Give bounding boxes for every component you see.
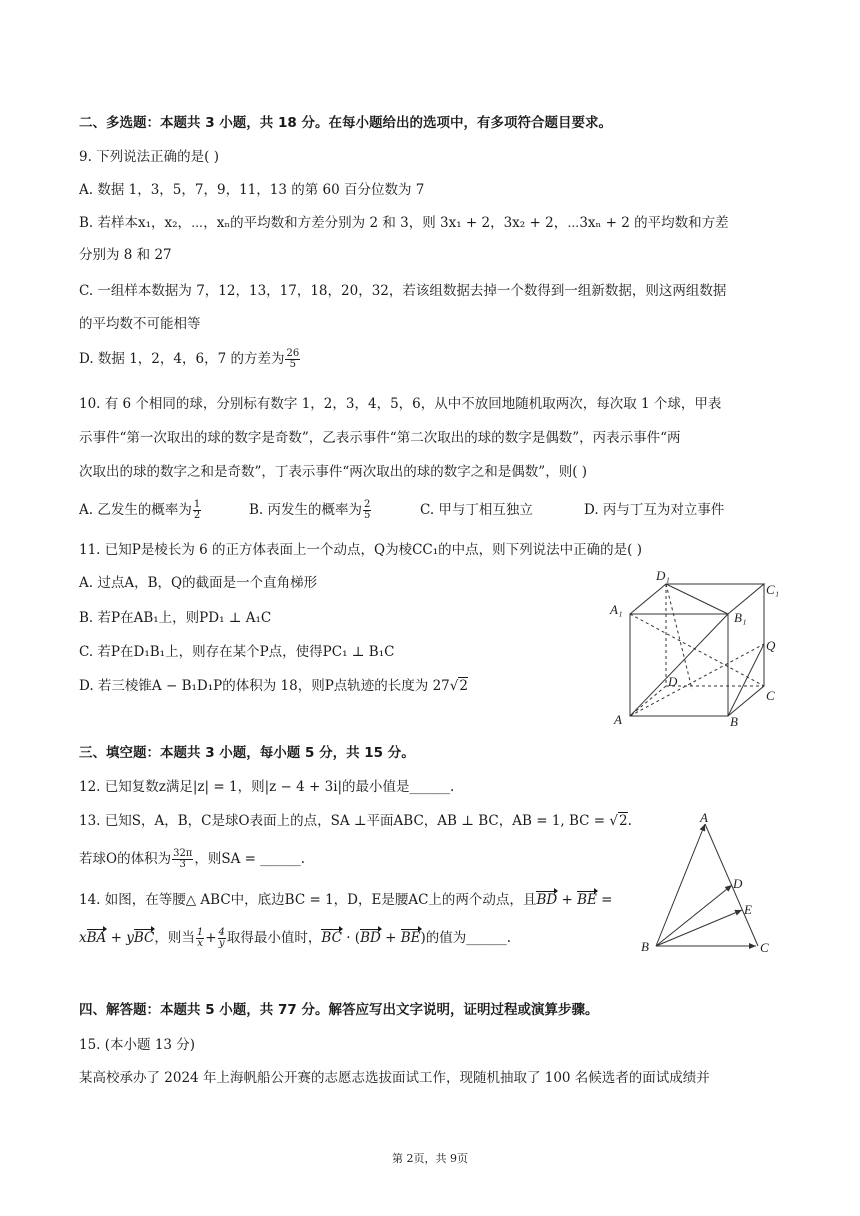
fraction-numerator: 2 bbox=[364, 499, 371, 510]
q10-option-c: C. 甲与丁相互独立 bbox=[420, 502, 533, 518]
vector-be-arrow bbox=[656, 910, 742, 946]
q15-text: 某高校承办了 2024 年上海帆船公开赛的志愿志选拔面试工作，现随机抽取了 100 名候选者的面试成绩并 bbox=[79, 1070, 710, 1086]
cube-label-c: C bbox=[766, 688, 775, 703]
q14-line2: xBA + yBC，则当 $\frac{1}{x}$ + $\frac{4}{y}$ 取得最小值时，BC · (BD + BE)的值为______. bbox=[79, 927, 512, 949]
fraction-numerator: 4 bbox=[218, 927, 225, 938]
q14-dot: · ( bbox=[341, 930, 361, 946]
triangle-label-e: E bbox=[744, 902, 752, 917]
q13-line1: 13. 已知S，A，B，C是球O表面上的点，SA ⊥平面ABC，AB ⊥ BC，AB = 1, BC = √2. bbox=[79, 813, 632, 829]
q11-option-c: C. 若P在D₁B₁上，则存在某个P点，使得PC₁ ⊥ B₁C bbox=[79, 644, 395, 660]
q14-plus: + bbox=[557, 892, 578, 908]
cube-right-edges bbox=[728, 584, 764, 716]
q9-option-b: B. 若样本x₁，x₂，⋯，xₙ的平均数和方差分别为 2 和 3，则 3x₁ + 2，3x₂ + 2，⋯3xₙ + 2 的平均数和方差 bbox=[79, 215, 729, 231]
vector-bd-2: BD bbox=[360, 930, 381, 946]
q9-option-c: C. 一组样本数据为 7，12，13，17，18，20，32，若该组数据去掉一个数得到一组新数据，则这两组数据 bbox=[79, 283, 727, 299]
q9-option-b-cont: 分别为 8 和 27 bbox=[79, 247, 172, 263]
cube-label-c1: C₁ bbox=[766, 582, 780, 597]
q13-radicand: 2 bbox=[619, 813, 628, 829]
q14-plus-2: + bbox=[380, 930, 401, 946]
fraction-numerator: 26 bbox=[286, 348, 300, 359]
triangle-label-a: A bbox=[700, 810, 708, 825]
triangle-figure bbox=[636, 808, 776, 956]
q10-stem-line2: 示事件“第一次取出的球的数字是奇数”，乙表示事件“第二次取出的球的数字是偶数”，丙表示事件“两 bbox=[79, 430, 681, 446]
q14-line1 bbox=[79, 890, 612, 910]
q13-line2 bbox=[79, 849, 305, 870]
q14-equals: = bbox=[596, 892, 613, 908]
q13-line2-text: 若球O的体积为 bbox=[79, 851, 172, 867]
q11-stem: 11. 已知P是棱长为 6 的正方体表面上一个动点，Q为棱CC₁的中点，则下列说法中正确的是( ) bbox=[79, 542, 642, 558]
q12-text: 12. 已知复数z满足|z| = 1，则|z − 4 + 3i|的最小值是______. bbox=[79, 779, 455, 795]
q10-option-a-text: A. 乙发生的概率为 bbox=[79, 502, 192, 518]
section-heading-multiple-choice: 二、多选题：本题共 3 小题，共 18 分。在每小题给出的选项中，有多项符合题目要求。 bbox=[79, 115, 612, 131]
cube-label-b1: B₁ bbox=[734, 610, 747, 625]
vector-be: BE bbox=[577, 892, 597, 908]
fraction-numerator: 1 bbox=[193, 499, 201, 510]
q14-line1-text: 14. 如图，在等腰△ ABC中，底边BC = 1，D，E是腰AC上的两个动点，且 bbox=[79, 892, 537, 908]
q13-line1-end: . bbox=[627, 813, 632, 829]
cube-hidden-edges bbox=[630, 584, 764, 716]
q14-x: x bbox=[79, 930, 87, 946]
q14-fraction-1-over-x bbox=[196, 928, 204, 949]
q13-volume-fraction bbox=[172, 849, 193, 870]
page-footer: 第 2页，共 9页 bbox=[392, 1152, 468, 1165]
q15-stem: 15. (本小题 13 分) bbox=[79, 1037, 196, 1053]
q11-option-d-radicand: 2 bbox=[459, 678, 468, 694]
q11-option-d-text: D. 若三棱锥A − B₁D₁P的体积为 18，则P点轨迹的长度为 27 bbox=[79, 678, 450, 694]
q11-option-b: B. 若P在AB₁上，则PD₁ ⊥ A₁C bbox=[79, 610, 272, 626]
q10-option-a bbox=[79, 500, 202, 521]
triangle-side-ba bbox=[656, 824, 705, 946]
fraction-denominator: 5 bbox=[289, 359, 296, 370]
cube-label-a1: A₁ bbox=[610, 602, 623, 617]
vector-be-2: BE bbox=[400, 930, 421, 946]
q10-option-b bbox=[249, 500, 372, 521]
q10-option-b-text: B. 丙发生的概率为 bbox=[249, 502, 363, 518]
q10-stem-line3: 次取出的球的数字之和是奇数”，丁表示事件“两次取出的球的数字之和是偶数”，则( ) bbox=[79, 464, 588, 480]
q10-stem-line1: 10. 有 6 个相同的球，分别标有数字 1，2，3，4，5，6，从中不放回地随机取两次，每次取 1 个球，甲表 bbox=[79, 396, 722, 412]
fraction-denominator: 2 bbox=[193, 510, 201, 521]
q10-options bbox=[79, 500, 779, 524]
cube-label-q: Q bbox=[766, 638, 776, 653]
cube-label-d1: D₁ bbox=[656, 568, 670, 583]
q9-option-d bbox=[79, 349, 301, 370]
vector-bd-arrow bbox=[656, 885, 732, 946]
q11-option-a: A. 过点A，B，Q的截面是一个直角梯形 bbox=[79, 575, 318, 591]
q9-option-d-text: D. 数据 1，2，4，6，7 的方差为 bbox=[79, 351, 285, 367]
cube-label-d: D bbox=[668, 674, 678, 689]
fraction-denominator: x bbox=[197, 938, 203, 949]
q11-option-d: D. 若三棱锥A − B₁D₁P的体积为 18，则P点轨迹的长度为 27√2 bbox=[79, 678, 468, 694]
vector-bc: BC bbox=[133, 930, 155, 946]
fraction-denominator: 5 bbox=[364, 510, 371, 521]
cube-label-b: B bbox=[730, 714, 738, 726]
q9-option-a: A. 数据 1，3，5，7，9，11，13 的第 60 百分位数为 7 bbox=[79, 182, 425, 198]
q13-line2-end: ，则SA = ______. bbox=[194, 851, 306, 867]
q9-option-d-fraction bbox=[285, 349, 300, 370]
fraction-numerator: 1 bbox=[196, 927, 204, 938]
q9-stem: 9. 下列说法正确的是( ) bbox=[79, 149, 219, 165]
q14-plus-y: + y bbox=[106, 930, 134, 946]
fraction-denominator: 3 bbox=[179, 859, 186, 870]
vector-bc-2: BC bbox=[321, 930, 342, 946]
q9-option-c-cont: 的平均数不可能相等 bbox=[79, 316, 201, 332]
triangle-label-c: C bbox=[760, 940, 769, 955]
vector-bd: BD bbox=[536, 892, 558, 908]
triangle-label-b: B bbox=[641, 939, 649, 954]
fraction-numerator: 32π bbox=[173, 848, 193, 859]
cube-label-a: A bbox=[614, 712, 622, 726]
section-heading-fill-in: 三、填空题：本题共 3 小题，每小题 5 分，共 15 分。 bbox=[79, 745, 415, 761]
q14-end: )的值为______. bbox=[420, 930, 512, 946]
q13-line1-text: 13. 已知S，A，B，C是球O表面上的点，SA ⊥平面ABC，AB ⊥ BC，AB = 1, BC = bbox=[79, 813, 610, 829]
fraction-denominator: y bbox=[218, 938, 225, 949]
q14-min-text: 取得最小值时， bbox=[226, 930, 322, 946]
q10-option-d: D. 丙与丁互为对立事件 bbox=[584, 502, 725, 518]
cube-figure bbox=[606, 566, 786, 726]
q10-option-b-fraction bbox=[363, 500, 371, 521]
q10-option-a-fraction bbox=[193, 500, 201, 521]
triangle-label-d: D bbox=[733, 876, 743, 891]
vector-ba: BA bbox=[86, 930, 107, 946]
q14-then: ，则当 bbox=[154, 930, 195, 946]
q14-fraction-4-over-y bbox=[218, 928, 226, 949]
section-heading-solutions: 四、解答题：本题共 5 小题，共 77 分。解答应写出文字说明，证明过程或演算步骤。 bbox=[79, 1002, 599, 1018]
